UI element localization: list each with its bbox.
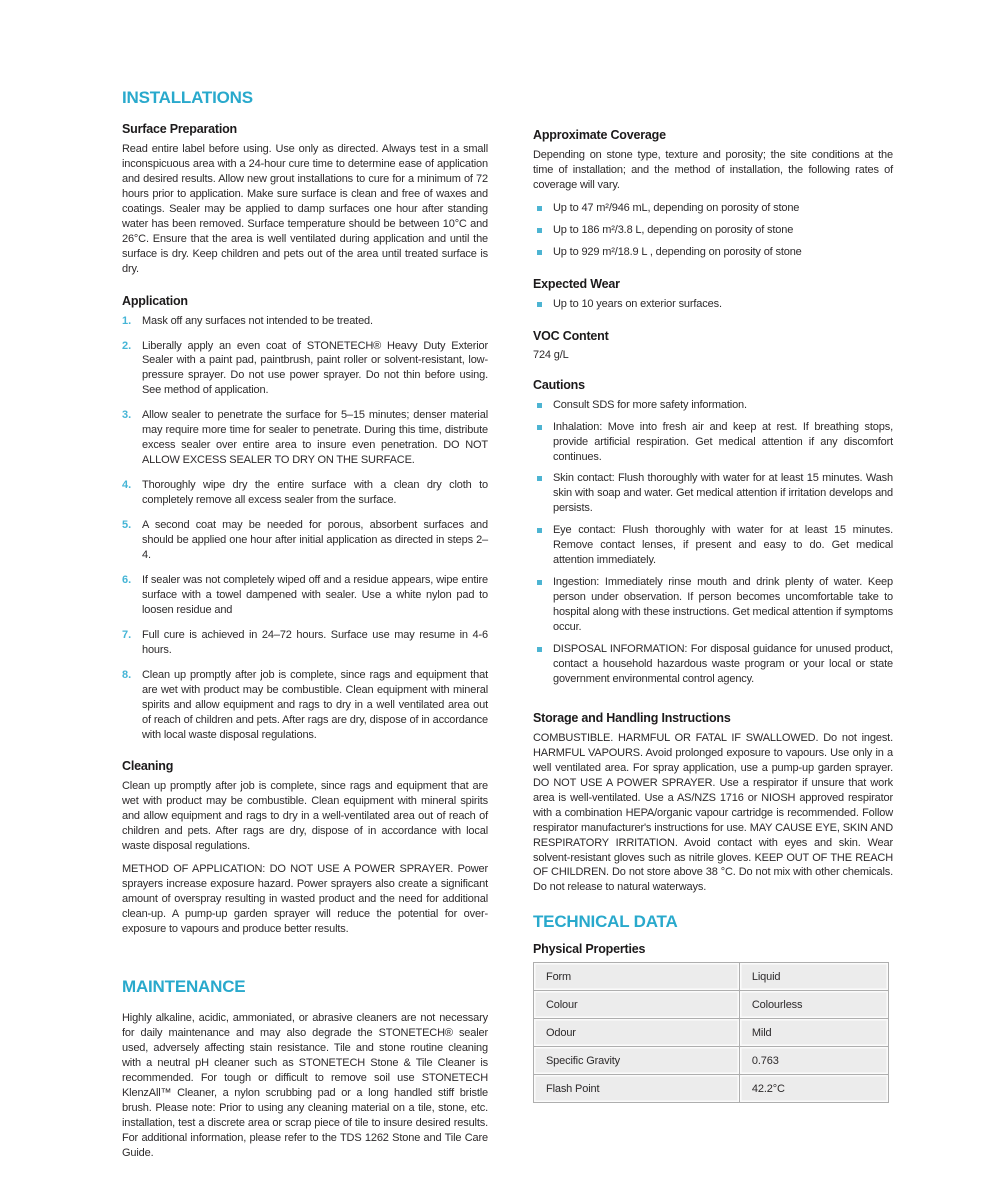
bullet-square-icon: [537, 302, 542, 307]
technical-data-heading: TECHNICAL DATA: [533, 912, 678, 932]
application-step: [122, 339, 488, 399]
physical-properties-heading: Physical Properties: [533, 942, 646, 957]
bullet-square-icon: [537, 580, 542, 585]
step-text: Thoroughly wipe dry the entire surface with a clean dry cloth to completely remove all excess sealer from the surface.: [142, 479, 488, 507]
bullet-square-icon: [537, 403, 542, 408]
application-step: [122, 518, 488, 563]
application-step: [122, 314, 488, 329]
property-value: Liquid: [739, 963, 888, 991]
cautions-heading: Cautions: [533, 377, 585, 392]
voc-section: [533, 329, 893, 361]
maintenance-section: [122, 977, 488, 1161]
surface-preparation-heading: Surface Preparation: [122, 122, 237, 136]
bullet-square-icon: [537, 425, 542, 430]
right-column: [533, 128, 893, 1120]
step-text: Clean up promptly after job is complete, since rags and equipment that are wet with product may be combustible. Clean equipment with mineral spirits and allow equipment and rags to dry in a well ventilated area out of reach of children and pets. After rags are dry, dispose of in accordance with local waste disposal regulations.: [142, 668, 488, 741]
caution-bullet: [533, 420, 893, 465]
expected-wear-section: [533, 277, 893, 312]
cleaning-section: [122, 759, 488, 937]
surface-preparation-body: Read entire label before using. Use only as directed. Always test in a small inconspicuous area with a 24-hour cure time to determine ease of application and desired results. Allow new grout installations to cure for a minimum of 72 hours prior to application. Make sure surface is clean and free of waxes and coatings. Sealer may be applied to damp surfaces one hour after standing water has been removed. Surface temperature should be between 10°C and 26°C. Ensure that the area is well ventilated during application and until the surface is dry. Keep children and pets out of the area until treated surface is dry.: [122, 143, 488, 275]
caution-bullet-text: Skin contact: Flush thoroughly with water for at least 15 minutes. Wash skin with soap and water. Get medical attention if irritation develops and persists.: [553, 472, 893, 515]
cautions-section: [533, 378, 893, 687]
expected-wear-bullet-list: [533, 297, 893, 312]
expected-wear-bullet-text: Up to 10 years on exterior surfaces.: [553, 297, 722, 310]
application-step: [122, 628, 488, 658]
surface-preparation-section: [122, 122, 488, 277]
caution-bullet-text: Consult SDS for more safety information.: [553, 398, 747, 411]
step-text: Liberally apply an even coat of STONETECH® Heavy Duty Exterior Sealer with a paint pad, paintbrush, paint roller or solvent-resistant, low-pressure sprayer. Do not use power sprayer. Do not thin before using. See method of application.: [142, 339, 488, 397]
property-key: Flash Point: [534, 1075, 740, 1103]
coverage-bullet-list: [533, 201, 893, 260]
storage-body: COMBUSTIBLE. HARMFUL OR FATAL IF SWALLOWED. Do not ingest. HARMFUL VAPOURS. Avoid prolonged exposure to vapours. Use only in a well ventilated area. For spray application, use a pump-up garden sprayer. DO NOT USE A POWER SPRAYER. Use a respirator if unsure that work area is well-ventilated. Use a AS/NZS 1716 or NIOSH approved respirator with a combination HEPA/organic vapour cartridge is recommended. Follow respirator manufacturer's instructions for use. MAY CAUSE EYE, SKIN AND RESPIRATORY IRRITATION. Avoid contact with eyes and skin. Wear solvent-resistant gloves such as nitrile gloves. KEEP OUT OF THE REACH OF CHILDREN. Do not store above 38 °C. Do not mix with other chemicals. Do not release to natural waterways.: [533, 731, 893, 894]
table-row: [534, 963, 889, 991]
coverage-heading: Approximate Coverage: [533, 128, 666, 142]
storage-heading: Storage and Handling Instructions: [533, 710, 731, 725]
bullet-square-icon: [537, 476, 542, 481]
caution-bullet: [533, 575, 893, 635]
application-step: [122, 573, 488, 618]
application-heading: Application: [122, 293, 188, 308]
physical-properties-table: [533, 962, 889, 1103]
caution-bullet: [533, 523, 893, 568]
property-key: Specific Gravity: [534, 1047, 740, 1075]
expected-wear-bullet: [533, 297, 893, 312]
cleaning-paragraph-1: Clean up promptly after job is complete, since rags and equipment that are wet with product may be combustible. Clean equipment with mineral spirits and allow equipment and rags to dry in a well-ventilated area out of reach of children and pets. After rags are dry, dispose of in accordance with local waste disposal regulations.: [122, 780, 488, 853]
caution-bullet-text: Eye contact: Flush thoroughly with water for at least 15 minutes. Remove contact lenses, if present and easy to do. Get medical attention immediately.: [553, 524, 893, 567]
property-value: 42.2°C: [739, 1075, 888, 1103]
bullet-square-icon: [537, 647, 542, 652]
voc-value: 724 g/L: [533, 348, 569, 361]
caution-bullet-text: Inhalation: Move into fresh air and keep at rest. If breathing stops, provide artificial respiration. Get medical attention if any discomfort continues.: [553, 420, 893, 463]
coverage-bullet: [533, 201, 893, 216]
coverage-bullet-text: Up to 929 m²/18.9 L , depending on porosity of stone: [553, 245, 802, 258]
step-number: 2.: [122, 339, 132, 352]
step-text: A second coat may be needed for porous, absorbent surfaces and should be applied one hour after initial application as directed in steps 2–4.: [142, 519, 488, 561]
step-number: 4.: [122, 479, 132, 492]
application-step: [122, 478, 488, 508]
property-key: Colour: [534, 991, 740, 1019]
installations-heading: INSTALLATIONS: [122, 88, 253, 107]
step-text: Mask off any surfaces not intended to be treated.: [142, 314, 373, 327]
coverage-bullet-text: Up to 47 m²/946 mL, depending on porosity of stone: [553, 201, 800, 214]
step-text: If sealer was not completely wiped off and a residue appears, wipe entire surface with a towel dampened with sealer. Use a white nylon pad to loosen residue and: [142, 573, 488, 616]
left-column: [122, 88, 488, 1178]
cleaning-paragraph-2: METHOD OF APPLICATION: DO NOT USE A POWER SPRAYER. Power sprayers increase exposure hazard. Power sprayers also create a significant amount of overspray resulting in wasted product and the need for additional clean-up. A pump-up garden sprayer will reduce the potential for over-exposure to vapours and produce better results.: [122, 863, 488, 936]
caution-bullet: [533, 471, 893, 516]
technical-data-section: [533, 912, 893, 1103]
application-section: [122, 294, 488, 743]
table-row: [534, 1047, 889, 1075]
expected-wear-heading: Expected Wear: [533, 276, 620, 291]
bullet-square-icon: [537, 206, 542, 211]
maintenance-body: Highly alkaline, acidic, ammoniated, or abrasive cleaners are not necessary for daily maintenance and may also degrade the STONETECH® sealer used, adversely affecting stain resistance. Tile and stone routine cleaning with a neutral pH cleaner such as STONETECH Stone & Tile Cleaner is recommended. For tough or difficult to remove soil use STONETECH KlenzAll™ Cleaner, a nylon scrubbing pad or a long handled stiff bristle brush. Please note: Prior to using any cleaning material on a tile, stone, etc. installation, test a discrete area or scrap piece of tile to insure desired results. For additional information, please refer to the TDS 1262 Stone and Tile Care Guide.: [122, 1011, 488, 1159]
storage-section: [533, 711, 893, 895]
caution-bullet-text: DISPOSAL INFORMATION: For disposal guidance for unused product, contact a household hazardous waste program or your local or state government environmental control agency.: [553, 643, 893, 685]
caution-bullet: [533, 642, 893, 687]
property-value: Mild: [739, 1019, 888, 1047]
caution-bullet: [533, 398, 893, 413]
step-number: 8.: [122, 668, 132, 681]
step-text: Allow sealer to penetrate the surface for 5–15 minutes; denser material may require more time for sealer to penetrate. During this time, distribute excess sealer over entire area to insure even penetration. DO NOT ALLOW EXCESS SEALER TO DRY ON THE SURFACE.: [142, 409, 488, 467]
bullet-square-icon: [537, 228, 542, 233]
step-number: 7.: [122, 628, 132, 641]
coverage-intro: Depending on stone type, texture and porosity; the site conditions at the time of installation; and the method of installation, the following rates of coverage will vary.: [533, 149, 893, 191]
table-row: [534, 1019, 889, 1047]
cleaning-heading: Cleaning: [122, 759, 174, 774]
caution-bullet-text: Ingestion: Immediately rinse mouth and drink plenty of water. Keep person under observation. If person becomes uncomfortable take to hospital along with these instructions. Get medical attention if symptoms occur.: [553, 576, 893, 634]
property-key: Odour: [534, 1019, 740, 1047]
coverage-bullet-text: Up to 186 m²/3.8 L, depending on porosity of stone: [553, 223, 794, 236]
step-text: Full cure is achieved in 24–72 hours. Surface use may resume in 4-6 hours.: [142, 628, 488, 656]
property-value: Colourless: [739, 991, 888, 1019]
step-number: 6.: [122, 573, 132, 586]
step-number: 1.: [122, 314, 132, 327]
coverage-bullet: [533, 223, 893, 238]
application-step: [122, 668, 488, 743]
coverage-section: [533, 128, 893, 260]
step-number: 5.: [122, 519, 132, 532]
bullet-square-icon: [537, 250, 542, 255]
voc-heading: VOC Content: [533, 328, 609, 343]
bullet-square-icon: [537, 528, 542, 533]
property-key: Form: [534, 963, 740, 991]
property-value: 0.763: [739, 1047, 888, 1075]
maintenance-heading: MAINTENANCE: [122, 976, 246, 996]
application-steps-list: [122, 314, 488, 743]
step-number: 3.: [122, 409, 132, 422]
table-row: [534, 991, 889, 1019]
table-row: [534, 1075, 889, 1103]
application-step: [122, 408, 488, 468]
cautions-bullet-list: [533, 398, 893, 687]
coverage-bullet: [533, 245, 893, 260]
